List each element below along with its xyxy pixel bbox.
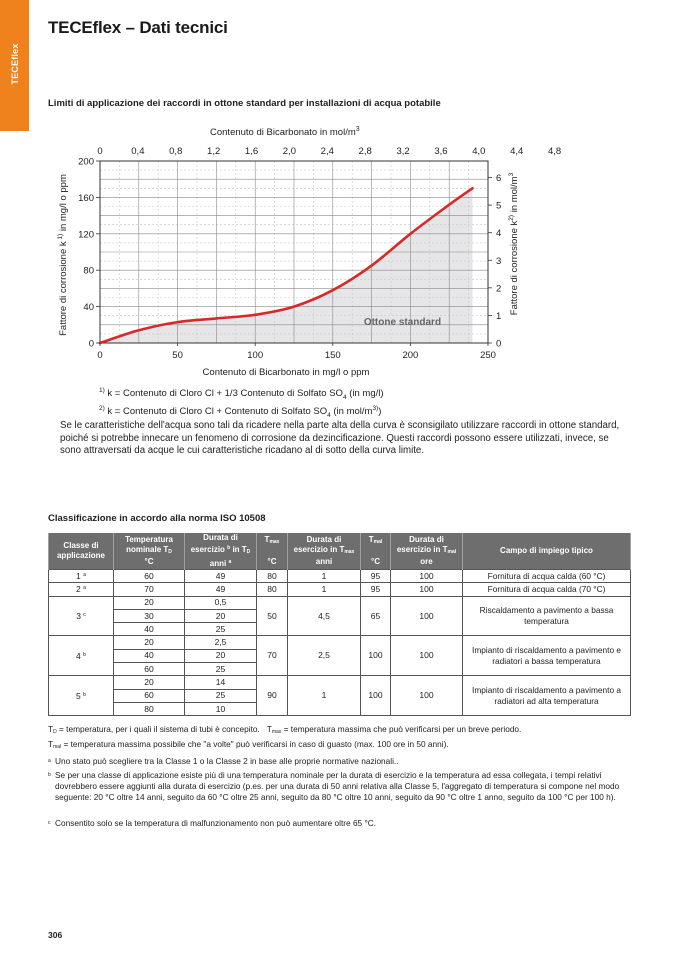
cell-classe: 3 $^c$ (49, 596, 114, 636)
cell-campo: Fornitura di acqua calda (70 °C) (463, 583, 631, 596)
cell-temp-nominale: 40 (114, 649, 185, 662)
chart-canvas (0, 0, 677, 400)
cell-tmax: 80 (257, 583, 288, 596)
cell-temp-nominale: 40 (114, 623, 185, 636)
cell-tmal: 95 (361, 570, 391, 583)
cell-tmal: 100 (361, 676, 391, 716)
cell-campo: Fornitura di acqua calda (60 °C) (463, 570, 631, 583)
y-tick-label: 120 (78, 229, 94, 241)
cell-durata-td: 49 (185, 583, 257, 596)
y2-tick-label: 5 (496, 200, 502, 212)
cell-durata-tmax: 4,5 (288, 596, 361, 636)
cell-durata-tmax: 1 (288, 676, 361, 716)
chart-title: Limiti di applicazione dei raccordi in ottone standard per installazioni di acqua potabile (48, 98, 441, 109)
y-tick-label: 0 (88, 338, 94, 350)
table-body (49, 570, 631, 716)
y-tick-label: 160 (78, 192, 94, 204)
legend-line-1: TD = temperatura, per i quali il sistema di tubi è concepito. Tmax = temperatura massima che può verificarsi per un breve periodo. (48, 724, 522, 735)
cell-durata-tmax: 2,5 (288, 636, 361, 676)
side-tab-label: TECEflex (9, 43, 20, 85)
cell-durata-td: 25 (185, 689, 257, 702)
x-tick-label: 150 (324, 350, 341, 361)
x2-tick-label: 1,6 (244, 146, 259, 157)
header-tmax: Tmax °C (257, 533, 288, 570)
header-classe: Classe di applicazione (49, 533, 114, 570)
cell-classe: 5 $^b$ (49, 676, 114, 716)
y2-tick-label: 1 (496, 310, 502, 322)
cell-durata-td: 2,5 (185, 636, 257, 649)
chart-notes (99, 385, 384, 421)
cell-temp-nominale: 60 (114, 570, 185, 583)
table-row (49, 596, 631, 609)
header-durata-td: Durata di esercizio $^b$ in TD anni $^a$ (185, 533, 257, 570)
table-title: Classificazione in accordo alla norma ISO 10508 (48, 513, 266, 524)
cell-temp-nominale: 20 (114, 676, 185, 689)
x2-tick-label: 3,2 (396, 146, 410, 157)
cell-tmax: 90 (257, 676, 288, 716)
footnote-a: a Uno stato può scegliere tra la Classe 1 o la Classe 2 in base alle proprie normative nazionali.. (48, 756, 399, 766)
header-durata-tmax: Durata di esercizio in Tmax anni (288, 533, 361, 570)
y-tick-label: 40 (83, 302, 94, 314)
x-tick-label: 200 (402, 350, 419, 361)
cell-durata-td: 14 (185, 676, 257, 689)
cell-durata-td: 0,5 (185, 596, 257, 609)
note-2: $^{2)}$ k = Contenuto di Cloro Cl + Contenuto di Solfato $SO_4$ (in mol/$m^{3)}$) (99, 405, 382, 420)
x-tick-label: 250 (480, 350, 496, 361)
header-temp-nominale: Temperatura nominale TD °C (114, 533, 185, 570)
x2-tick-label: 1,2 (207, 146, 221, 157)
cell-durata-tmal: 100 (391, 570, 463, 583)
x-tick-label: 50 (172, 350, 183, 361)
iso-10508-table (48, 533, 631, 716)
cell-temp-nominale: 20 (114, 636, 185, 649)
cell-durata-td: 25 (185, 663, 257, 676)
y2-tick-label: 0 (496, 338, 502, 350)
cell-campo: Impianto di riscaldamento a pavimento e radiatori a bassa temperatura (463, 636, 631, 676)
x-axis-title: Contenuto di Bicarbonato in mg/l o ppm (202, 367, 370, 378)
cell-campo: Riscaldamento a pavimento a bassa temperatura (463, 596, 631, 636)
y2-axis-title: Fattore di corrosione $k^{2)}$ in mol/$m^3$ (508, 172, 520, 316)
cell-classe: 4 $^b$ (49, 636, 114, 676)
cell-durata-td: 25 (185, 623, 257, 636)
cell-tmax: 50 (257, 596, 288, 636)
y2-tick-label: 2 (496, 283, 502, 295)
cell-durata-tmax: 1 (288, 570, 361, 583)
cell-temp-nominale: 60 (114, 689, 185, 702)
x2-tick-label: 0 (97, 146, 103, 157)
x2-tick-label: 0,8 (169, 146, 183, 157)
y-tick-label: 80 (83, 265, 94, 277)
x2-tick-label: 2,8 (358, 146, 372, 157)
cell-temp-nominale: 70 (114, 583, 185, 596)
y-axis-title: Fattore di corrosione k $^{1)}$ in mg/l o ppm (57, 174, 69, 336)
note-1: $^{1)}$ k = Contenuto di Cloro Cl + 1/3 Contenuto di Solfato $SO_4$ (in mg/l) (99, 387, 384, 402)
cell-durata-td: 20 (185, 609, 257, 622)
y2-tick-label: 4 (496, 228, 502, 240)
header-tmal: Tmal °C (361, 533, 391, 570)
cell-temp-nominale: 60 (114, 663, 185, 676)
cell-durata-td: 20 (185, 649, 257, 662)
cell-durata-td: 49 (185, 570, 257, 583)
y2-tick-label: 3 (496, 255, 502, 267)
x2-tick-label: 2,0 (282, 146, 297, 157)
x2-axis-title: Contenuto di Bicarbonato in mol/$m^3$ (210, 126, 360, 138)
x2-tick-label: 2,4 (320, 146, 334, 157)
footnote-b: b Se per una classe di applicazione esiste più di una temperatura nominale per la durata di esercizio e la temperatura ad essa collegata, i tempi relativi dovrebbero essere aggiunti alla durata di esercizio (p.es. per una durata di 50 anni relativa alla Classe 5, l'aggregato di temperatura si compone nel modo seguente: 20 °C oltre 14 anni, seguito da 60 °C oltre 25 anni, seguito da 80 °C oltre 10 anni, seguito da 90 °C oltre 1 anno, seguito da 100 °C per 100 h). (48, 770, 620, 803)
cell-durata-td: 10 (185, 702, 257, 715)
cell-campo: Impianto di riscaldamento a pavimento a radiatori ad alta temperatura (463, 676, 631, 716)
x2-tick-label: 0,4 (131, 146, 145, 157)
temperature-legend (48, 723, 648, 753)
table-header-row (49, 533, 631, 570)
cell-tmax: 70 (257, 636, 288, 676)
legend-line-2: Tmal = temperatura massima possibile che "a volte" può verificarsi in caso di guasto (max. 100 ore in 50 anni). (48, 739, 449, 750)
cell-classe: 1 $^a$ (49, 570, 114, 583)
y2-tick-label: 6 (496, 173, 502, 185)
cell-tmax: 80 (257, 570, 288, 583)
table-row (49, 636, 631, 649)
cell-durata-tmal: 100 (391, 583, 463, 596)
cell-temp-nominale: 20 (114, 596, 185, 609)
y-tick-label: 200 (78, 156, 94, 168)
corrosion-chart (0, 0, 677, 400)
x2-tick-label: 4,0 (472, 146, 486, 157)
table-row (49, 570, 631, 583)
cell-durata-tmal: 100 (391, 636, 463, 676)
cell-tmal: 100 (361, 636, 391, 676)
cell-tmal: 65 (361, 596, 391, 636)
x2-tick-label: 4,8 (547, 146, 562, 157)
cell-durata-tmal: 100 (391, 596, 463, 636)
x2-tick-label: 4,4 (510, 146, 524, 157)
area-label: Ottone standard (363, 316, 442, 328)
description-paragraph: Se le caratteristiche dell'acqua sono tali da ricadere nella parte alta della curva è sconsigilato utilizzare raccordi in ottone standard, poiché si potrebbe innecare un fenomeno di corrosione da dezincificazione. Questi raccordi possono essere utilizzati, invece, se sono attraversati da acque le cui caratteristiche ricadano al di sotto della curva limite. (60, 420, 620, 456)
header-durata-tmal: Durata di esercizio in Tmal ore (391, 533, 463, 570)
cell-classe: 2 $^a$ (49, 583, 114, 596)
x2-tick-label: 3,6 (434, 146, 448, 157)
table-row (49, 676, 631, 689)
cell-temp-nominale: 80 (114, 702, 185, 715)
x-tick-label: 0 (97, 350, 103, 361)
cell-tmal: 95 (361, 583, 391, 596)
cell-durata-tmal: 100 (391, 676, 463, 716)
cell-durata-tmax: 1 (288, 583, 361, 596)
footnote-c: c Consentito solo se la temperatura di malfunzionamento non può aumentare oltre 65 °C. (48, 818, 377, 828)
page-number: 306 (48, 930, 63, 940)
header-campo: Campo di impiego tipico (463, 533, 631, 570)
table-row (49, 583, 631, 596)
cell-temp-nominale: 30 (114, 609, 185, 622)
x-tick-label: 100 (247, 350, 264, 361)
page-title: TECEflex – Dati tecnici (48, 18, 228, 37)
